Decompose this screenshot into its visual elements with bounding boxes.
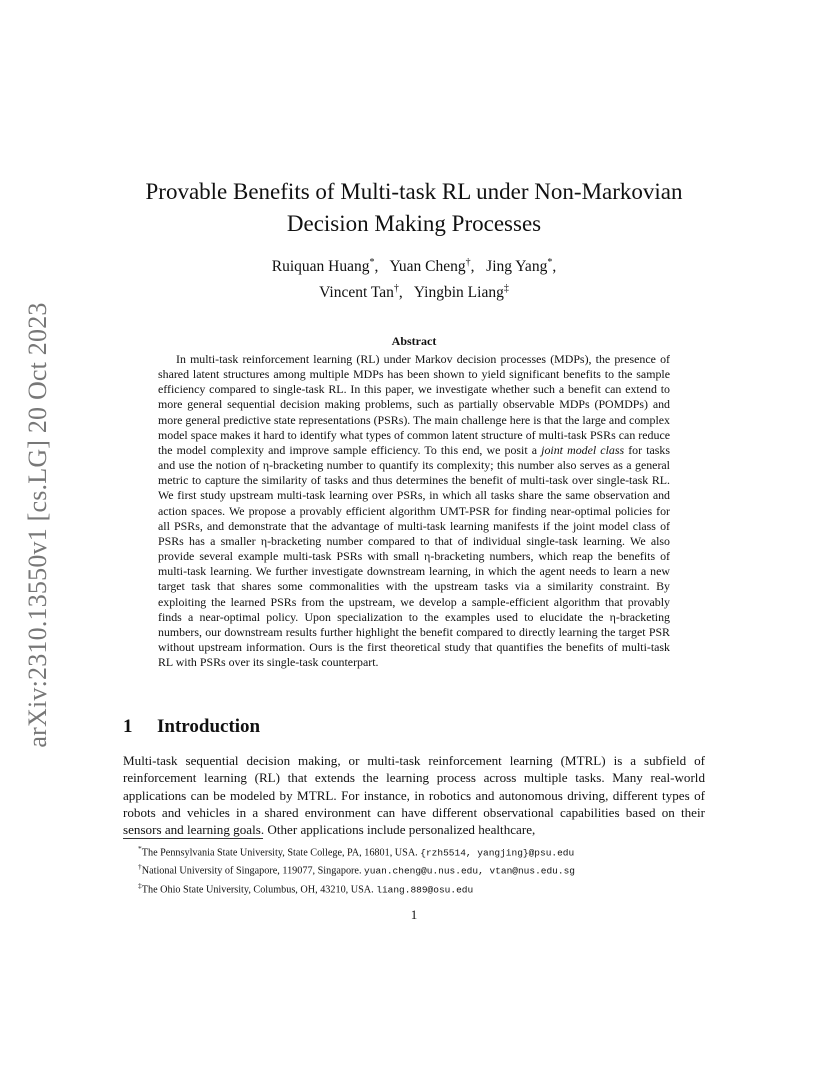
- footnote: [138, 860, 718, 878]
- affiliation-mark: ‡: [503, 283, 509, 295]
- footnote-mark: †: [138, 862, 142, 872]
- page-number: 1: [410, 907, 418, 922]
- author-name: Ruiquan Huang: [271, 258, 370, 276]
- title-line-2: Decision Making Processes: [286, 211, 542, 236]
- abstract-body: [158, 352, 670, 670]
- author-line-1: Ruiquan Huang*, Yuan Cheng†, Jing Yang*,: [271, 257, 557, 276]
- section-heading: [123, 716, 723, 738]
- affiliation-mark: *: [369, 257, 375, 268]
- footnote-divider: [123, 838, 263, 839]
- arxiv-sidebar: [18, 290, 58, 760]
- intro-paragraph: Multi-task sequential decision making, or multi-task reinforcement learning (MTRL) is a subfield of reinforcement learning (RL) that extends the learning process across multiple tasks. Many real-world applications can be modeled by MTRL. For instance, in robotics and autonomous driving, different types of robots and vehicles in a shared environment can have different observational capabilities based on their sensors and learning goals. Other applications include personalized healthcare,: [123, 753, 705, 838]
- author-line-2: Vincent Tan†, Yingbin Liang‡: [319, 283, 509, 302]
- author-list: [100, 252, 728, 304]
- affiliation-mark: *: [547, 257, 553, 268]
- footnote-email[interactable]: {rzh5514, yangjing}@psu.edu: [420, 847, 575, 859]
- author-name: Vincent Tan: [319, 284, 394, 302]
- footnotes: [138, 842, 718, 897]
- paper-title: [100, 176, 728, 240]
- footnote-email[interactable]: liang.889@osu.edu: [376, 884, 474, 896]
- footnote-email[interactable]: yuan.cheng@u.nus.edu, vtan@nus.edu.sg: [364, 865, 575, 877]
- section-number: 1: [123, 716, 133, 737]
- footnote-text: The Ohio State University, Columbus, OH, 43210, USA.: [141, 884, 377, 896]
- author-name: Jing Yang: [486, 258, 548, 276]
- footnote-text: National University of Singapore, 119077, Singapore.: [141, 865, 365, 877]
- abstract-emphasis: joint model class: [541, 442, 625, 457]
- footnote: [138, 879, 718, 897]
- affiliation-mark: †: [465, 257, 471, 268]
- footnote-mark: ‡: [138, 880, 142, 890]
- abstract-text-part-1: In multi-task reinforcement learning (RL) under Markov decision processes (MDPs), the presence of shared latent structures among multiple MDPs has been shown to yield significant benefits to the sample efficiency compared to single-task RL. In this paper, we investigate whether such a benefit can extend to more general sequential decision making problems, such as partially observable MDPs (POMDPs) and more general predictive state representations (PSRs). The main challenge here is that the large and complex model space makes it hard to identify what types of common latent structure of multi-task PSRs can reduce the model complexity and improve sample efficiency. To this end, we posit a: [158, 352, 670, 457]
- author-name: Yingbin Liang: [413, 284, 504, 302]
- affiliation-mark: †: [393, 283, 399, 295]
- footnote: [138, 842, 718, 860]
- title-line-1: Provable Benefits of Multi-task RL under Non-Markovian: [145, 179, 683, 204]
- footnote-text: The Pennsylvania State University, State College, PA, 16801, USA.: [141, 847, 421, 859]
- author-name: Yuan Cheng: [389, 258, 466, 276]
- arxiv-identifier: arXiv:2310.13550v1 [cs.LG] 20 Oct 2023: [23, 302, 52, 748]
- section-title: Introduction: [157, 716, 261, 737]
- abstract-text-part-2: for tasks and use the notion of η-bracketing number to quantify its complexity; this number also serves as a general metric to capture the similarity of tasks and thus determines the benefit of multi-task over single-task RL. We first study upstream multi-task learning over PSRs, in which all tasks share the same observation and action spaces. We propose a provably efficient algorithm UMT-PSR for finding near-optimal policies for all PSRs, and demonstrate that the advantage of multi-task learning manifests if the joint model class of PSRs has a smaller η-bracketing number compared to that of individual single-task learning. We also provide several example multi-task PSRs with small η-bracketing numbers, which reap the benefits of multi-task learning. We further investigate downstream learning, in which the agent needs to learn a new target task that shares some commonalities with the upstream tasks via a similarity constraint. By exploiting the learned PSRs from the upstream, we develop a sample-efficient algorithm that provably finds a near-optimal policy. Upon specialization to the examples used to elucidate the η-bracketing numbers, our downstream results further highlight the benefit compared to directly learning the target PSR without upstream information. Ours is the first theoretical study that quantifies the benefits of multi-task RL with PSRs over its single-task counterpart.: [158, 442, 670, 670]
- abstract-heading: Abstract: [391, 334, 437, 348]
- footnote-mark: *: [138, 844, 142, 853]
- abstract-paragraph: [158, 352, 670, 670]
